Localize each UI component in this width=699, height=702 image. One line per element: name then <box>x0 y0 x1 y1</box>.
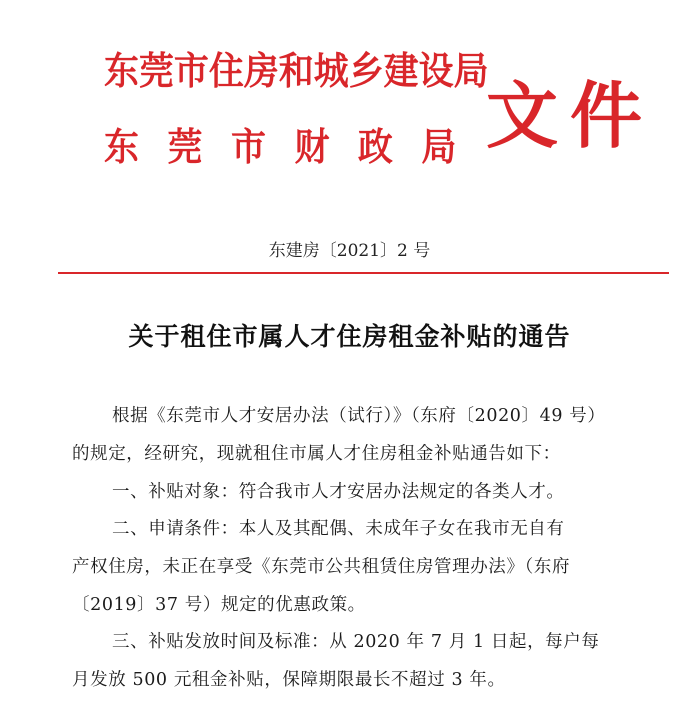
body-line: 一、补贴对象：符合我市人才安居办法规定的各类人才。 <box>112 482 565 502</box>
body-line: 根据《东莞市人才安居办法（试行）》（东府〔2020〕49 号） <box>112 406 606 426</box>
file-mark: 文件 <box>486 74 655 158</box>
body-line: 月发放 500 元租金补贴，保障期限最长不超过 3 年。 <box>72 670 506 690</box>
document-title: 关于租住市属人才住房租金补贴的通告 <box>128 322 571 351</box>
body-line: 〔2019〕37 号）规定的优惠政策。 <box>72 595 366 615</box>
body-line: 的规定，经研究，现就租住市属人才住房租金补贴通告如下： <box>72 444 561 464</box>
body-line: 产权住房，未正在享受《东莞市公共租赁住房管理办法》（东府 <box>72 557 571 577</box>
document-number: 东建房〔2021〕2 号 <box>268 241 431 261</box>
issuing-agency-finance: 东莞市财政局 <box>104 125 485 169</box>
body-line: 二、申请条件：本人及其配偶、未成年子女在我市无自有 <box>112 519 565 539</box>
issuing-agency-housing: 东莞市住房和城乡建设局 <box>104 49 489 93</box>
red-divider <box>58 272 669 274</box>
body-line: 三、补贴发放时间及标准：从 2020 年 7 月 1 日起，每户每 <box>112 632 600 652</box>
